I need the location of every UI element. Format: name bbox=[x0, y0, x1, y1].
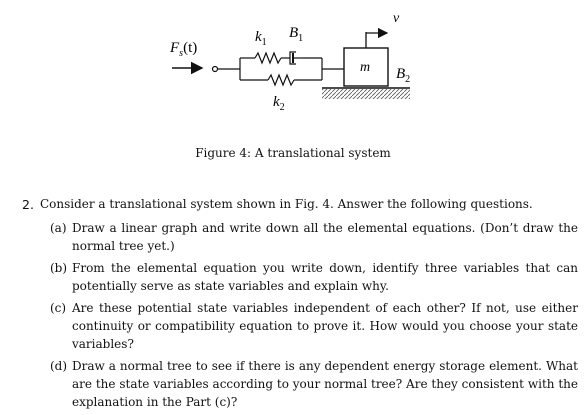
k2-label: $k_2$ bbox=[273, 94, 285, 113]
velocity-label: v bbox=[393, 11, 400, 26]
k1-label: $k_1$ bbox=[255, 29, 267, 48]
figure-caption: Figure 4: A translational system bbox=[195, 146, 391, 160]
question-number: 2. bbox=[22, 197, 34, 212]
force-label: $F_s(t)$ bbox=[170, 40, 198, 59]
damper-b1 bbox=[290, 52, 303, 64]
part-text: Draw a linear graph and write down all the elemental equations. (Don’t draw the normal tree yet.) bbox=[72, 221, 578, 253]
spring-k1 bbox=[255, 53, 281, 63]
question-part bbox=[22, 219, 578, 255]
b1-label: $B_1$ bbox=[289, 25, 304, 44]
translational-system-diagram bbox=[0, 0, 586, 135]
ground-hatch bbox=[322, 89, 410, 99]
part-label: (c) bbox=[50, 301, 67, 315]
part-label: (b) bbox=[50, 261, 68, 275]
question-parts bbox=[22, 219, 578, 411]
part-text: Draw a normal tree to see if there is any dependent energy storage element. What are the state variables according to your normal tree? Are they consistent with the explanation in the Part (c)? bbox=[72, 359, 578, 409]
spring-k2 bbox=[268, 75, 294, 85]
part-text: From the elemental equation you write down, identify three variables that can potentially serve as state variables and explain why. bbox=[72, 261, 578, 293]
question-block bbox=[22, 197, 578, 415]
question-text: Consider a translational system shown in Fig. 4. Answer the following questions. bbox=[39, 197, 533, 211]
question-header bbox=[22, 197, 578, 212]
input-node bbox=[213, 67, 218, 72]
question-part bbox=[22, 357, 578, 411]
question-part bbox=[22, 259, 578, 295]
b2-label: $B_2$ bbox=[396, 66, 411, 85]
part-label: (a) bbox=[50, 221, 67, 235]
mass-label: m bbox=[360, 60, 371, 75]
part-text: Are these potential state variables independent of each other? If not, use either continuity or compatibility equation to prove it. How would you choose your state variables? bbox=[72, 301, 578, 351]
part-label: (d) bbox=[50, 359, 68, 373]
question-part bbox=[22, 299, 578, 353]
